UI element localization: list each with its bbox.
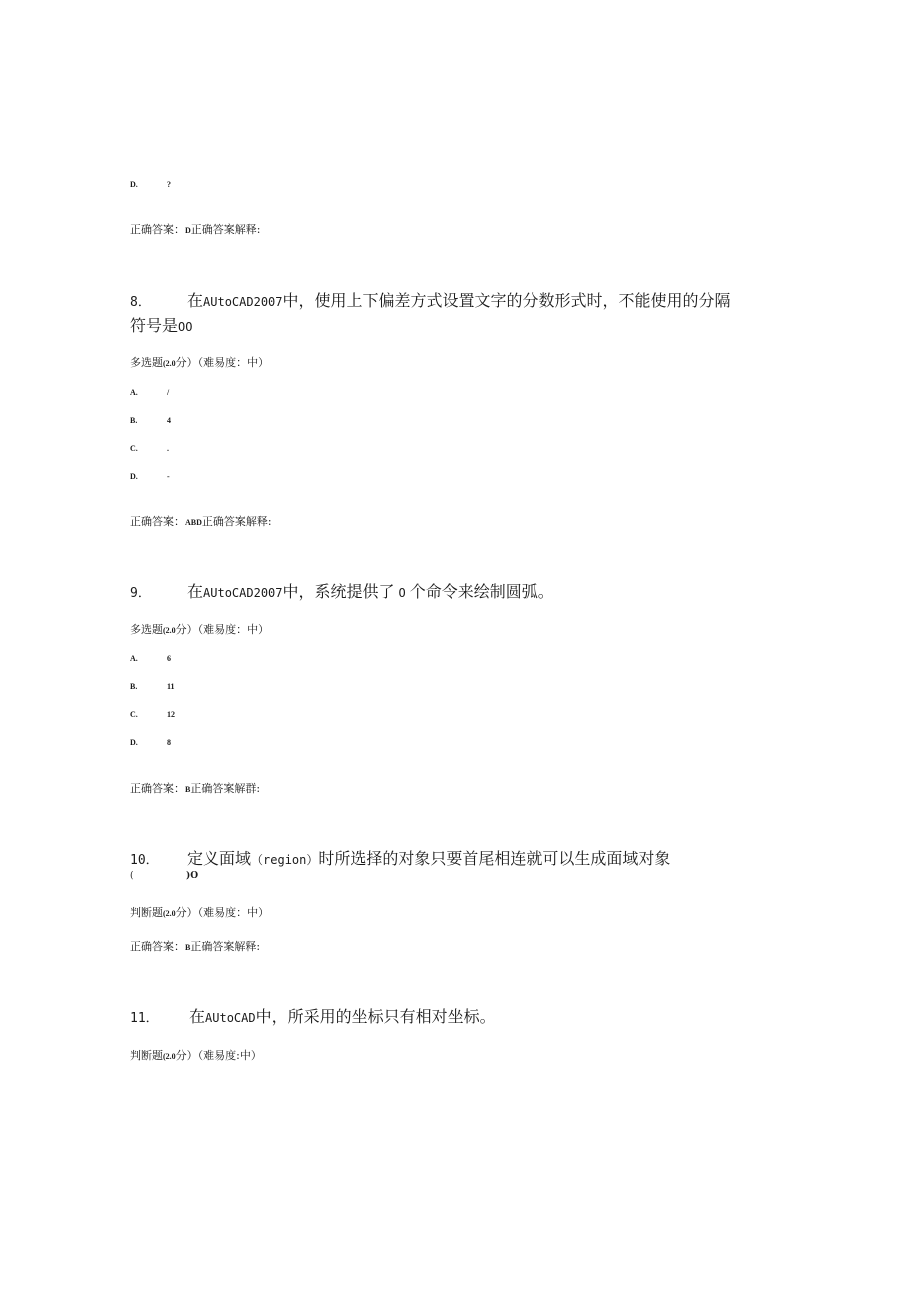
question-prefix: 在	[187, 291, 204, 310]
answer-value: B	[185, 785, 191, 794]
difficulty: （难易度：中）	[197, 906, 270, 919]
difficulty: （难易度：中）	[197, 623, 270, 636]
question-body: 符号是	[130, 316, 179, 335]
answer-line	[130, 221, 261, 237]
option-value: 4	[167, 416, 171, 425]
difficulty: （难易度:中）	[197, 1049, 262, 1062]
question-text-line2	[130, 313, 192, 336]
answer-label: 正确答案：	[130, 515, 185, 528]
answer-value: D	[185, 226, 191, 235]
question-number: 10．	[130, 853, 159, 868]
answer-blank: OO	[178, 320, 193, 334]
answer-line	[130, 938, 260, 954]
question-score: (2.0	[163, 359, 176, 368]
option-letter: D.	[130, 180, 138, 189]
explain-label: 正确答案解释:	[190, 940, 261, 953]
answer-paren-close: )O	[186, 871, 199, 881]
score-unit: 分）	[175, 623, 198, 636]
question-text	[187, 579, 554, 602]
question-type: 判断题	[130, 906, 163, 919]
answer-label: 正确答案：	[130, 782, 185, 795]
question-body: 定义面域	[187, 849, 252, 868]
question-score: (2.0	[163, 626, 176, 635]
term: （region）	[251, 853, 319, 867]
option-letter: C.	[130, 444, 138, 453]
product-name: AUtoCAD2007	[203, 586, 283, 600]
answer-label: 正确答案：	[130, 940, 185, 953]
score-unit: 分）	[175, 356, 198, 369]
answer-value: B	[185, 943, 191, 952]
question-meta	[130, 904, 269, 920]
question-text	[187, 288, 731, 311]
option-value: 12	[167, 710, 175, 719]
question-text	[189, 1004, 496, 1027]
option-letter: D.	[130, 472, 138, 481]
difficulty: （难易度：中）	[197, 356, 270, 369]
option-value: /	[167, 388, 170, 397]
option-letter: A.	[130, 654, 138, 663]
question-text	[187, 846, 670, 869]
question-score: (2.0	[163, 909, 176, 918]
option-value: 11	[167, 682, 175, 691]
score-unit: 分）	[175, 906, 198, 919]
answer-blank: O	[398, 586, 406, 600]
question-prefix: 在	[187, 582, 204, 601]
score-unit: 分）	[175, 1049, 198, 1062]
question-body: 时所选择的对象只要首尾相连就可以生成面域对象	[318, 849, 671, 868]
option-letter: A.	[130, 388, 138, 397]
question-number: 11．	[130, 1011, 159, 1026]
option-letter: D.	[130, 738, 138, 747]
answer-label: 正确答案：	[130, 223, 185, 236]
question-body: 个命令来绘制圆弧。	[409, 582, 554, 601]
option-value: -	[167, 472, 170, 481]
option-value: 8	[167, 738, 171, 747]
question-number: 8．	[130, 295, 151, 310]
question-number: 9．	[130, 586, 151, 601]
answer-paren-open: (	[130, 871, 134, 881]
product-name: AUtoCAD	[205, 1011, 256, 1025]
question-prefix: 在	[189, 1007, 206, 1026]
question-body: 中，使用上下偏差方式设置文字的分数形式时，不能使用的分隔	[282, 291, 731, 310]
question-type: 多选题	[130, 623, 163, 636]
option-value: 6	[167, 654, 171, 663]
question-meta	[130, 354, 269, 370]
explain-label: 正确答案解释:	[190, 223, 261, 236]
question-type: 判断题	[130, 1049, 163, 1062]
question-meta	[130, 1047, 262, 1063]
question-meta	[130, 621, 269, 637]
option-value: ?	[167, 180, 171, 189]
product-name: AUtoCAD2007	[203, 295, 283, 309]
option-letter: B.	[130, 416, 138, 425]
question-type: 多选题	[130, 356, 163, 369]
option-letter: C.	[130, 710, 138, 719]
option-value: .	[167, 444, 169, 453]
question-score: (2.0	[163, 1052, 176, 1061]
question-body: 中，所采用的坐标只有相对坐标。	[255, 1007, 496, 1026]
answer-value: ABD	[185, 518, 202, 527]
option-letter: B.	[130, 682, 138, 691]
answer-line	[130, 513, 272, 529]
explain-label: 正确答案解释:	[201, 515, 272, 528]
question-body: 中，系统提供了	[282, 582, 395, 601]
explain-label: 正确答案解群:	[190, 782, 261, 795]
answer-line	[130, 780, 260, 796]
